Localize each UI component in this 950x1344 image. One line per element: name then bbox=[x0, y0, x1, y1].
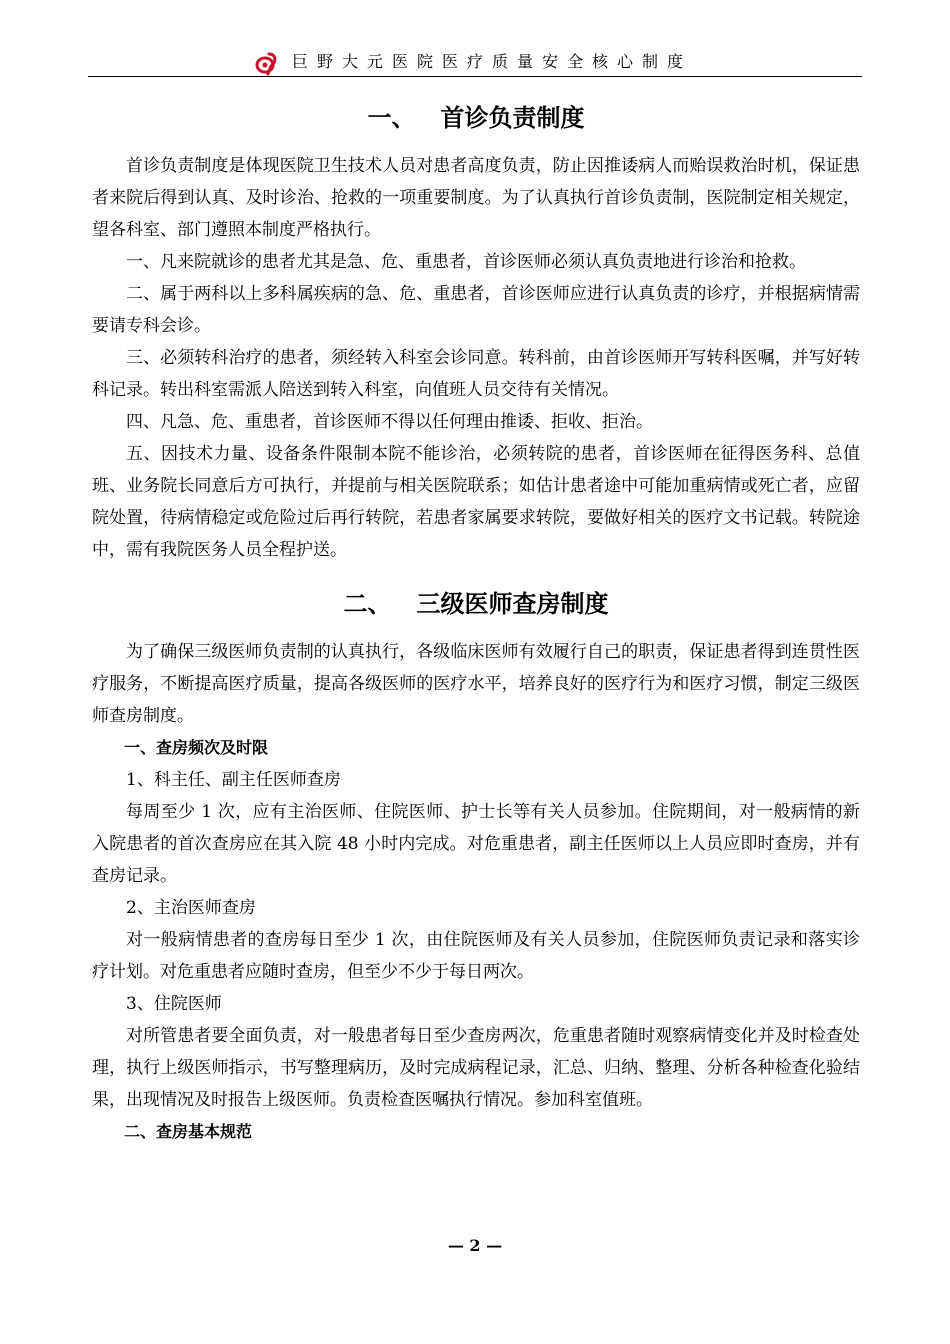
page-number: — 2 — bbox=[447, 1236, 503, 1255]
page-header bbox=[88, 46, 862, 78]
paragraph: 四、凡急、危、重患者，首诊医师不得以任何理由推诿、拒收、拒治。 bbox=[126, 412, 653, 432]
item-label: 2、主治医师查房 bbox=[126, 898, 256, 918]
subheading-norms: 二、查房基本规范 bbox=[124, 1122, 253, 1141]
paragraph: 二、属于两科以上多科属疾病的急、危、重患者，首诊医师应进行认真负责的诊疗，并根据病情需要请专科会诊。 bbox=[92, 284, 860, 336]
paragraph: 首诊负责制度是体现医院卫生技术人员对患者高度负责，防止因推诿病人而贻误救治时机，保证患者来院后得到认真、及时诊治、抢救的一项重要制度。为了认真执行首诊负责制，医院制定相关规定，望各科室、部门遵照本制度严格执行。 bbox=[92, 156, 860, 240]
paragraph: 三、必须转科治疗的患者，须经转入科室会诊同意。转科前，由首诊医师开写转科医嘱，并写好转科记录。转出科室需派人陪送到转入科室，向值班人员交待有关情况。 bbox=[92, 348, 860, 400]
paragraph: 对一般病情患者的查房每日至少 1 次，由住院医师及有关人员参加，住院医师负责记录和落实诊疗计划。对危重患者应随时查房，但至少不少于每日两次。 bbox=[92, 930, 860, 982]
subheading-frequency: 一、查房频次及时限 bbox=[124, 738, 269, 757]
item-label: 3、住院医师 bbox=[126, 994, 222, 1014]
paragraph: 一、凡来院就诊的患者尤其是急、危、重患者，首诊医师必须认真负责地进行诊治和抢救。 bbox=[126, 252, 806, 272]
paragraph: 对所管患者要全面负责，对一般患者每日至少查房两次，危重患者随时观察病情变化并及时检查处理，执行上级医师指示，书写整理病历，及时完成病程记录，汇总、归纳、整理、分析各种检查化验结果，出现情况及时报告上级医师。负责检查医嘱执行情况。参加科室值班。 bbox=[92, 1026, 860, 1110]
header-title: 巨野大元医院医疗质量安全核心制度 bbox=[292, 52, 693, 71]
paragraph: 为了确保三级医师负责制的认真执行，各级临床医师有效履行自己的职责，保证患者得到连贯性医疗服务，不断提高医疗质量，提高各级医师的医疗水平，培养良好的医疗行为和医疗习惯，制定三级医师查房制度。 bbox=[92, 642, 860, 726]
section-title-ward-rounds: 二、 三级医师查房制度 bbox=[343, 590, 609, 618]
paragraph: 每周至少 1 次，应有主治医师、住院医师、护士长等有关人员参加。住院期间，对一般病情的新入院患者的首次查房应在其入院 48 小时内完成。对危重患者，副主任医师以上人员应即时查房，并有查房记录。 bbox=[92, 802, 860, 886]
header-divider bbox=[88, 76, 862, 77]
paragraph: 五、因技术力量、设备条件限制本院不能诊治，必须转院的患者，首诊医师在征得医务科、总值班、业务院长同意后方可执行，并提前与相关医院联系；如估计患者途中可能加重病情或死亡者，应留院处置，待病情稳定或危险过后再行转院，若患者家属要求转院，要做好相关的医疗文书记载。转院途中，需有我院医务人员全程护送。 bbox=[92, 444, 860, 560]
hospital-logo-icon bbox=[254, 50, 280, 76]
document-body bbox=[92, 100, 860, 1148]
section-title-first-visit: 一、 首诊负责制度 bbox=[367, 104, 585, 132]
item-label: 1、科主任、副主任医师查房 bbox=[126, 770, 341, 790]
